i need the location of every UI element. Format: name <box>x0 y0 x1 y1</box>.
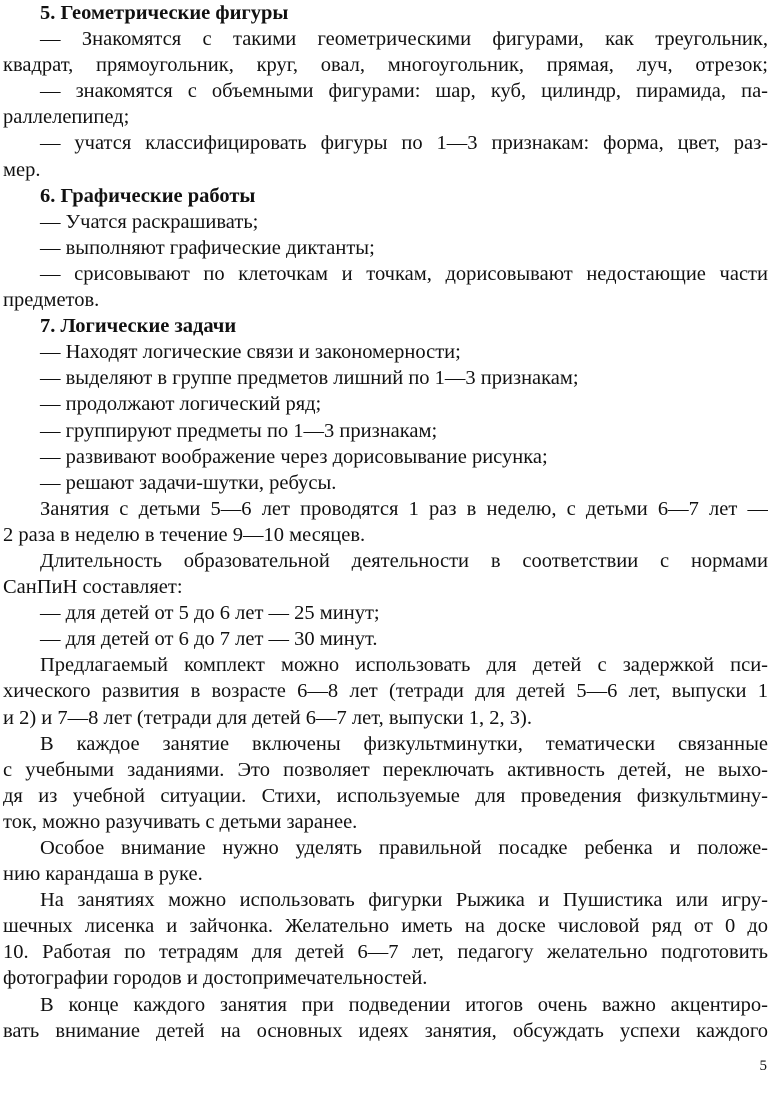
text-line: вать внимание детей на основных идеях занятия, обсуждать успехи каждого <box>3 1019 768 1042</box>
section-7-heading: 7. Логические задачи <box>40 315 237 338</box>
text-line: мер. <box>3 158 41 181</box>
text-line: На занятиях можно использовать фигурки Рыжика и Пушистика или игру- <box>40 889 768 912</box>
text-line: 10. Работая по тетрадям для детей 6—7 лет, педагогу желательно подготовить <box>3 941 768 964</box>
text-line: Предлагаемый комплект можно использовать для детей с задержкой пси- <box>40 654 768 677</box>
text-line: ток, можно разучивать с детьми заранее. <box>3 810 358 833</box>
text-line: Длительность образовательной деятельности в соответствии с нормами <box>40 549 768 572</box>
text-line: — Знакомятся с такими геометрическими фигурами, как треугольник, <box>40 28 768 51</box>
text-line: — Учатся раскрашивать; <box>40 210 259 233</box>
text-line: — решают задачи-шутки, ребусы. <box>40 471 337 494</box>
text-line: нию карандаша в руке. <box>3 863 203 886</box>
text-line: — продолжают логический ряд; <box>40 393 322 416</box>
text-line: раллелепипед; <box>3 106 130 129</box>
text-line: — учатся классифицировать фигуры по 1—3 признакам: форма, цвет, раз- <box>40 132 768 155</box>
text-line: — срисовывают по клеточкам и точкам, дорисовывают недостающие части <box>40 262 768 285</box>
text-line: предметов. <box>3 289 100 312</box>
text-line: фотографии городов и достопримечательностей. <box>3 967 428 990</box>
text-line: хического развития в возрасте 6—8 лет (тетради для детей 5—6 лет, выпуски 1 <box>3 680 768 703</box>
text-line: В конце каждого занятия при подведении итогов очень важно акцентиро- <box>40 993 768 1016</box>
text-line: с учебными заданиями. Это позволяет переключать активность детей, не выхо- <box>3 758 768 781</box>
text-line: шечных лисенка и зайчонка. Желательно иметь на доске числовой ряд от 0 до <box>3 915 768 938</box>
text-line: 2 раза в неделю в течение 9—10 месяцев. <box>3 523 366 546</box>
text-line: — для детей от 5 до 6 лет — 25 минут; <box>40 602 380 625</box>
page-content <box>3 0 768 1044</box>
text-line: — выполняют графические диктанты; <box>40 236 375 259</box>
text-line: — развивают воображение через дорисовывание рисунка; <box>40 445 548 468</box>
text-line: дя из учебной ситуации. Стихи, используемые для проведения физкультмину- <box>3 784 768 807</box>
text-line: квадрат, прямоугольник, круг, овал, многоугольник, прямая, луч, отрезок; <box>3 54 768 77</box>
text-line: Занятия с детьми 5—6 лет проводятся 1 раз в неделю, с детьми 6—7 лет — <box>40 497 768 520</box>
text-line: В каждое занятие включены физкультминутки, тематически связанные <box>40 732 768 755</box>
text-line: и 2) и 7—8 лет (тетради для детей 6—7 лет, выпуски 1, 2, 3). <box>3 706 532 729</box>
text-line: — знакомятся с объемными фигурами: шар, куб, цилиндр, пирамида, па- <box>40 80 768 103</box>
text-line: СанПиН составляет: <box>3 576 183 599</box>
text-line: Особое внимание нужно уделять правильной посадке ребенка и положе- <box>40 837 768 859</box>
page-number: 5 <box>759 1058 767 1074</box>
text-line: — группируют предметы по 1—3 признакам; <box>40 419 438 442</box>
text-line: — Находят логические связи и закономерности; <box>40 341 461 364</box>
section-6-heading: 6. Графические работы <box>40 184 256 207</box>
section-5-heading: 5. Геометрические фигуры <box>40 2 289 24</box>
text-line: — для детей от 6 до 7 лет — 30 минут. <box>40 628 378 651</box>
text-line: — выделяют в группе предметов лишний по 1—3 признакам; <box>40 367 579 390</box>
